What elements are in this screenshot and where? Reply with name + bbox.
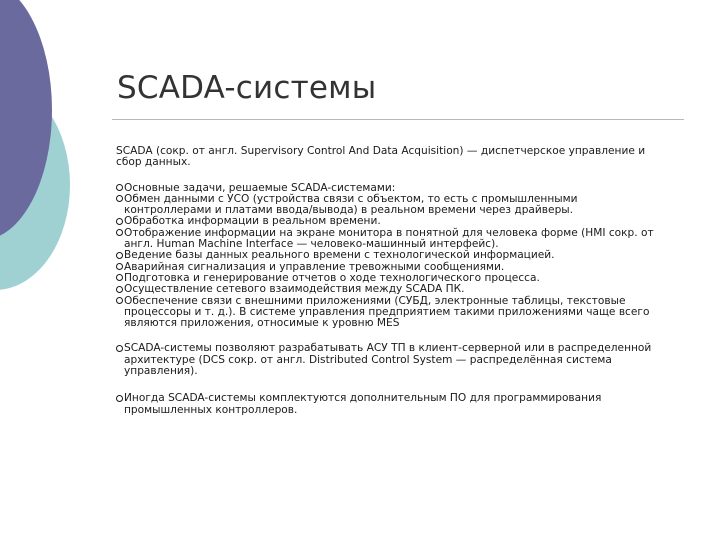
bullet-text: Обеспечение связи с внешними приложениями (СУБД, электронные таблицы, текстовые процессоры и т. д.). В системе управления предприятием такими приложениями чаще всего являются приложения, относимые к уровню MES — [124, 294, 650, 330]
bullet-text: Обмен данными с УСО (устройства связи с объектом, то есть с промышленными контроллерами и платами ввода/вывода) в реальном времени через драйверы. — [124, 192, 578, 217]
circle-bullet-icon — [116, 195, 123, 202]
kit-item — [116, 393, 664, 416]
bullet-text: Обработка информации в реальном времени. — [124, 215, 381, 228]
bullet-text: Ведение базы данных реального времени с технологической информацией. — [124, 249, 555, 262]
circle-bullet-icon — [116, 395, 123, 402]
architecture-item — [116, 343, 664, 377]
bullet-item — [116, 284, 664, 295]
bullet-text: Аварийная сигнализация и управление тревожными сообщениями. — [124, 260, 505, 273]
bullet-text: Отображение информации на экране монитора в понятной для человека форме (HMI сокр. от англ. Human Machine Interface — человеко-машинный интерфейс). — [124, 226, 654, 251]
circle-bullet-icon — [116, 184, 123, 191]
kit-text: Иногда SCADA-системы комплектуются дополнительным ПО для программирования промышленных контроллеров. — [124, 392, 602, 416]
circle-bullet-icon — [116, 229, 123, 236]
circle-bullet-icon — [116, 274, 123, 281]
circle-bullet-icon — [116, 263, 123, 270]
bullet-item — [116, 194, 664, 217]
slide-body — [116, 146, 664, 416]
bullet-text: Осуществление сетевого взаимодействия между SCADA ПК. — [124, 283, 465, 296]
bullet-item — [116, 228, 664, 251]
bullet-item — [116, 250, 664, 261]
circle-bullet-icon — [116, 218, 123, 225]
circle-bullet-icon — [116, 286, 123, 293]
title-divider — [112, 119, 684, 120]
circle-bullet-icon — [116, 345, 123, 352]
architecture-text: SCADA-системы позволяют разрабатывать АСУ ТП в клиент-серверной или в распределенной архитектуре (DCS сокр. от англ. Distributed Control System — распределённая система управления). — [124, 342, 652, 378]
slide-title: SCADA-системы — [117, 70, 377, 106]
bullet-text: Основные задачи, решаемые SCADA-системами: — [124, 181, 396, 194]
bullet-text: Подготовка и генерирование отчетов о ходе технологического процесса. — [124, 271, 540, 284]
circle-bullet-icon — [116, 297, 123, 304]
circle-bullet-icon — [116, 252, 123, 259]
bullet-item — [116, 296, 664, 330]
intro-paragraph: SCADA (сокр. от англ. Supervisory Control And Data Acquisition) — диспетчерское управление и сбор данных. — [116, 145, 646, 169]
